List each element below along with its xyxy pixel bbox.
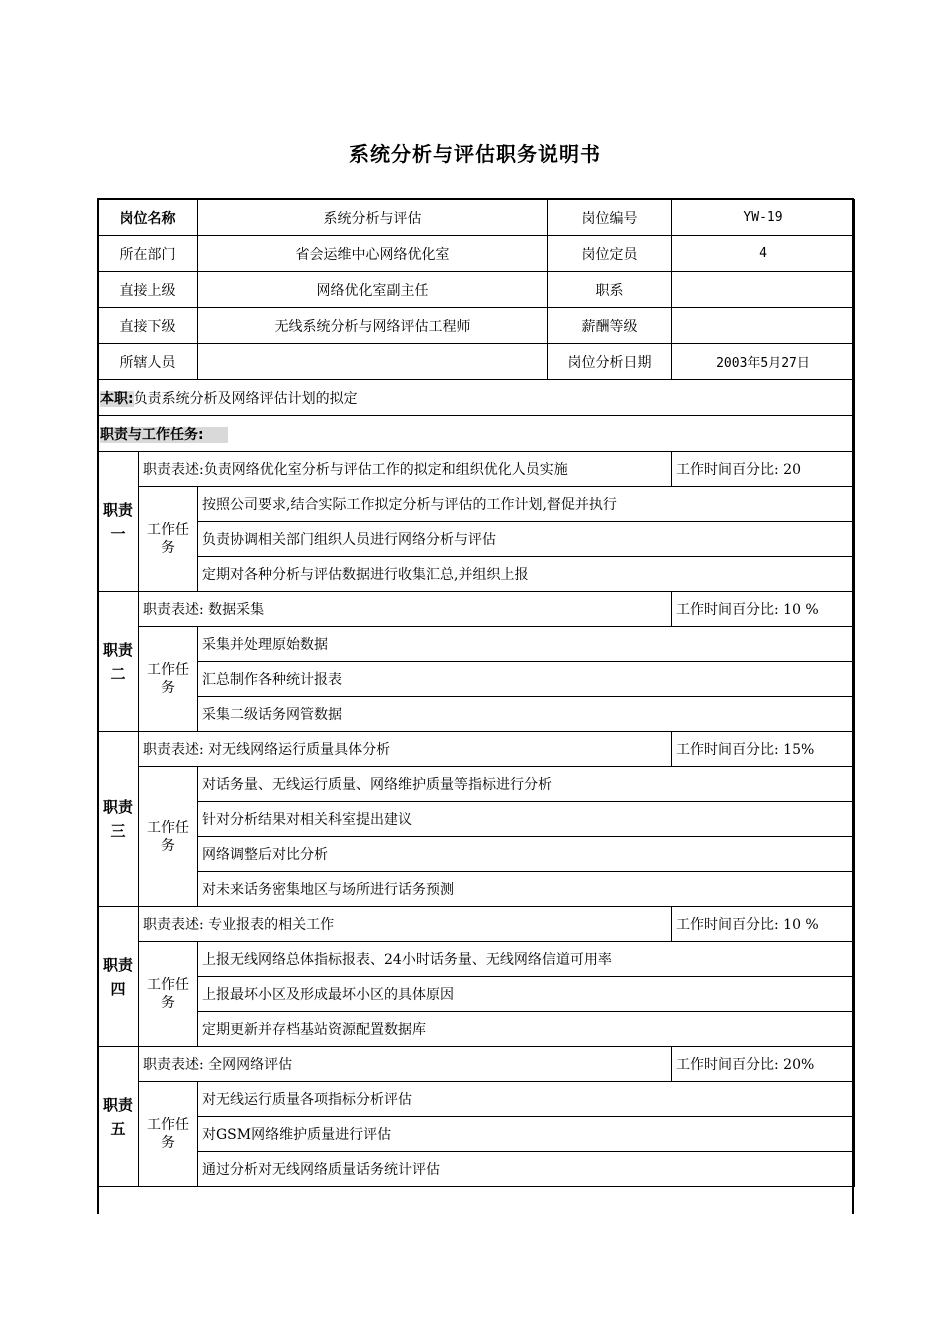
duty-description: 职责表述: 专业报表的相关工作: [139, 907, 672, 942]
task-item: 采集并处理原始数据: [198, 627, 855, 662]
duty-task-row: [98, 837, 855, 872]
task-label: 工作任务: [139, 767, 198, 907]
info-label: 职系: [548, 272, 672, 308]
info-value: [672, 272, 855, 308]
duty-time-percent: 工作时间百分比: 15%: [672, 732, 855, 767]
task-item: 定期对各种分析与评估数据进行收集汇总,并组织上报: [198, 557, 855, 592]
info-value: 无线系统分析与网络评估工程师: [198, 308, 548, 344]
duties-header-row: [98, 416, 855, 452]
benzhi-label: 本职:: [100, 390, 134, 407]
duty-task-row: [98, 522, 855, 557]
task-label: 工作任务: [139, 942, 198, 1047]
job-description-table: [97, 199, 855, 1187]
document-title: 系统分析与评估职务说明书: [349, 142, 601, 166]
duty-description: 职责表述: 对无线网络运行质量具体分析: [139, 732, 672, 767]
duty-desc-row: [98, 452, 855, 487]
duty-task-row: [98, 1012, 855, 1047]
info-value: [672, 308, 855, 344]
duties-header-cell: [98, 416, 855, 452]
duty-task-row: [98, 872, 855, 907]
duty-task-row: [98, 977, 855, 1012]
duty-desc-row: [98, 732, 855, 767]
info-row: [98, 200, 855, 236]
duty-desc-row: [98, 907, 855, 942]
info-label: 直接下级: [98, 308, 198, 344]
task-item: 对未来话务密集地区与场所进行话务预测: [198, 872, 855, 907]
info-label: 岗位名称: [98, 200, 198, 236]
info-row: [98, 236, 855, 272]
info-value: [198, 344, 548, 380]
task-item: 针对分析结果对相关科室提出建议: [198, 802, 855, 837]
duty-side-label: 职责四: [98, 907, 139, 1047]
info-row: [98, 308, 855, 344]
duty-time-percent: 工作时间百分比: 20: [672, 452, 855, 487]
duty-description: 职责表述: 全网网络评估: [139, 1047, 672, 1082]
info-value: 4: [672, 236, 855, 272]
duty-description: 职责表述: 数据采集: [139, 592, 672, 627]
info-value: 网络优化室副主任: [198, 272, 548, 308]
duties-header: 职责与工作任务:: [100, 427, 228, 443]
task-item: 对话务量、无线运行质量、网络维护质量等指标进行分析: [198, 767, 855, 802]
task-item: 网络调整后对比分析: [198, 837, 855, 872]
duty-task-row: [98, 662, 855, 697]
info-row: [98, 272, 855, 308]
info-value: YW-19: [672, 200, 855, 236]
duty-side-label: 职责一: [98, 452, 139, 592]
duty-task-row: [98, 1117, 855, 1152]
info-label: 所在部门: [98, 236, 198, 272]
task-item: 定期更新并存档基站资源配置数据库: [198, 1012, 855, 1047]
duty-desc-row: [98, 1047, 855, 1082]
benzhi-row: [98, 380, 855, 416]
info-value: 省会运维中心网络优化室: [198, 236, 548, 272]
duty-task-row: [98, 697, 855, 732]
duty-task-row: [98, 767, 855, 802]
duty-description: 职责表述:负责网络优化室分析与评估工作的拟定和组织优化人员实施: [139, 452, 672, 487]
task-item: 汇总制作各种统计报表: [198, 662, 855, 697]
task-item: 对GSM网络维护质量进行评估: [198, 1117, 855, 1152]
task-label: 工作任务: [139, 1082, 198, 1187]
duty-side-label: 职责五: [98, 1047, 139, 1187]
duty-task-row: [98, 942, 855, 977]
task-item: 负责协调相关部门组织人员进行网络分析与评估: [198, 522, 855, 557]
duty-task-row: [98, 802, 855, 837]
benzhi-cell: [98, 380, 855, 416]
task-item: 上报最坏小区及形成最坏小区的具体原因: [198, 977, 855, 1012]
info-label: 岗位定员: [548, 236, 672, 272]
info-value: 系统分析与评估: [198, 200, 548, 236]
duty-time-percent: 工作时间百分比: 20%: [672, 1047, 855, 1082]
info-label: 岗位分析日期: [548, 344, 672, 380]
task-label: 工作任务: [139, 627, 198, 732]
info-value: 2003年5月27日: [672, 344, 855, 380]
task-item: 通过分析对无线网络质量话务统计评估: [198, 1152, 855, 1187]
duty-time-percent: 工作时间百分比: 10 %: [672, 592, 855, 627]
duty-task-row: [98, 487, 855, 522]
task-item: 采集二级话务网管数据: [198, 697, 855, 732]
duty-time-percent: 工作时间百分比: 10 %: [672, 907, 855, 942]
duty-task-row: [98, 627, 855, 662]
info-label: 薪酬等级: [548, 308, 672, 344]
duty-task-row: [98, 557, 855, 592]
duty-side-label: 职责二: [98, 592, 139, 732]
duty-side-label: 职责三: [98, 732, 139, 907]
task-label: 工作任务: [139, 487, 198, 592]
duty-task-row: [98, 1082, 855, 1117]
task-item: 上报无线网络总体指标报表、24小时话务量、无线网络信道可用率: [198, 942, 855, 977]
info-label: 岗位编号: [548, 200, 672, 236]
task-item: 按照公司要求,结合实际工作拟定分析与评估的工作计划,督促并执行: [198, 487, 855, 522]
task-item: 对无线运行质量各项指标分析评估: [198, 1082, 855, 1117]
info-row: [98, 344, 855, 380]
duty-task-row: [98, 1152, 855, 1187]
duty-desc-row: [98, 592, 855, 627]
benzhi-text: 负责系统分析及网络评估计划的拟定: [133, 390, 358, 407]
info-label: 所辖人员: [98, 344, 198, 380]
info-label: 直接上级: [98, 272, 198, 308]
